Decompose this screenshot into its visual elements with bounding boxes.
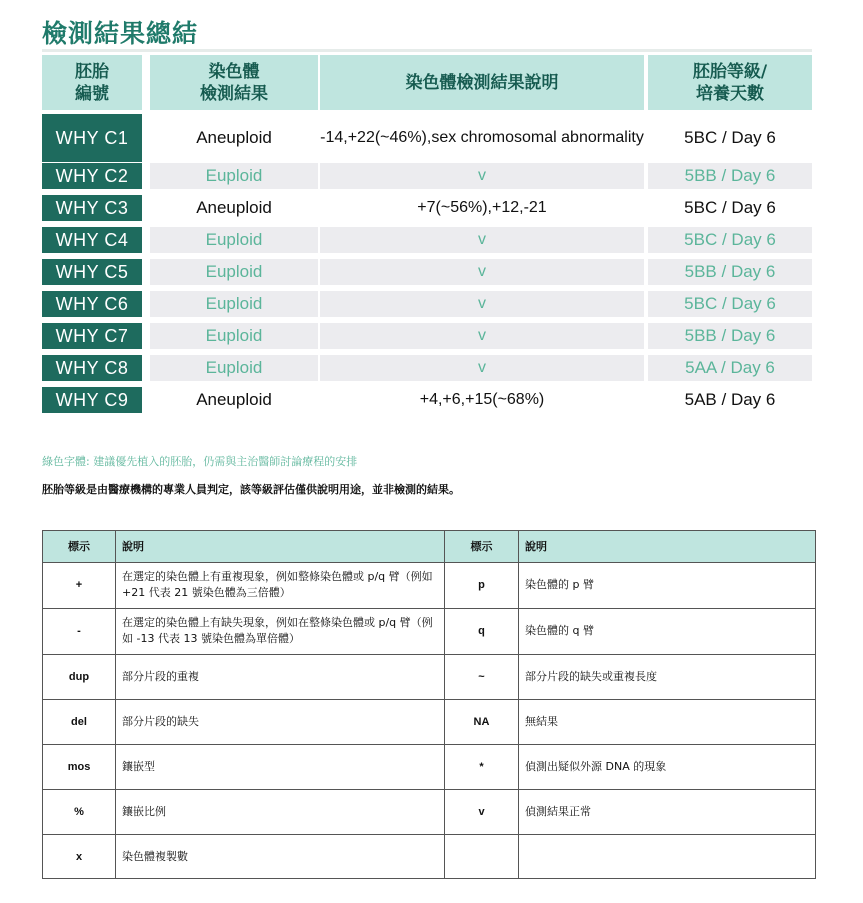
embryo-id-cell: WHY C4 (42, 227, 142, 253)
legend-symbol: x (75, 850, 83, 863)
legend-symbol: - (77, 625, 81, 637)
legend-description: 染色體的 q 臂 (525, 624, 594, 637)
grade-cell: 5BC / Day 6 (684, 198, 776, 217)
legend-symbol: del (71, 715, 87, 728)
grade-disclaimer: 胚胎等級是由醫療機構的專業人員判定，該等級評估僅供說明用途，並非檢測的結果。 (42, 483, 460, 496)
legend-symbol: NA (473, 715, 490, 728)
grade-cell: 5BC / Day 6 (648, 227, 812, 253)
legend-symbol: + (75, 579, 83, 591)
result-cell: Euploid (150, 163, 318, 189)
legend-description: 部分片段的重複 (122, 669, 199, 683)
result-cell: Euploid (150, 291, 318, 317)
description-cell: v (320, 163, 644, 189)
grade-cell: 5BC / Day 6 (648, 291, 812, 317)
legend-description: 染色體複製數 (122, 849, 188, 863)
grade-cell: 5BB / Day 6 (648, 163, 812, 189)
result-cell: Euploid (150, 259, 318, 285)
result-cell: Euploid (150, 227, 318, 253)
embryo-id-cell: WHY C2 (42, 163, 142, 189)
embryo-id-cell: WHY C5 (42, 259, 142, 285)
grade-cell: 5AA / Day 6 (648, 355, 812, 381)
description-cell: v (320, 259, 644, 285)
header-grade: 胚胎等級/ 培養天數 (648, 55, 812, 110)
result-cell: Aneuploid (196, 390, 272, 409)
legend-description (519, 834, 815, 879)
legend-description: 鑲嵌型 (122, 759, 155, 773)
legend-symbol: * (479, 760, 484, 773)
embryo-id-cell: WHY C9 (42, 387, 142, 413)
legend-description: 在選定的染色體上有缺失現象，例如在整條染色體或 p/q 臂（例如 -13 代表 13 號染色體為單倍體） (122, 616, 433, 645)
legend-symbol (445, 834, 518, 879)
legend-description: 部分片段的缺失 (122, 714, 199, 728)
result-cell: Euploid (150, 355, 318, 381)
legend-symbol: p (478, 579, 485, 591)
result-row (42, 227, 812, 253)
page-title: 檢測結果總結 (42, 19, 199, 48)
description-cell: +4,+6,+15(~68%) (419, 391, 545, 408)
result-cell: Euploid (150, 323, 318, 349)
description-cell: v (320, 227, 644, 253)
embryo-id-cell: WHY C1 (42, 114, 142, 162)
result-row (42, 259, 812, 285)
result-row (42, 163, 812, 189)
header-result: 染色體 檢測結果 (150, 55, 318, 110)
grade-cell: 5BC / Day 6 (684, 128, 776, 147)
description-cell: v (320, 323, 644, 349)
result-cell: Aneuploid (196, 198, 272, 217)
legend-description: 鑲嵌比例 (122, 804, 166, 818)
legend-description: 偵測結果正常 (525, 804, 591, 818)
green-font-note: 綠色字體: 建議優先植入的胚胎，仍需與主治醫師討論療程的安排 (42, 455, 358, 468)
embryo-id-cell: WHY C3 (42, 195, 142, 221)
legend-symbol: q (478, 625, 485, 637)
legend-description: 偵測出疑似外源 DNA 的現象 (525, 759, 667, 773)
description-cell: -14,+22(~46%),sex chromosomal abnormality (320, 129, 644, 146)
result-row (42, 387, 812, 413)
legend-symbol: v (478, 805, 485, 818)
legend-header-description: 說明 (525, 539, 547, 553)
result-row (42, 114, 812, 162)
embryo-id-cell: WHY C7 (42, 323, 142, 349)
legend-symbol: mos (67, 760, 91, 773)
title-divider (42, 49, 812, 52)
grade-cell: 5BB / Day 6 (648, 323, 812, 349)
header-embryo-id: 胚胎 編號 (42, 55, 142, 110)
result-row (42, 195, 812, 221)
embryo-id-cell: WHY C6 (42, 291, 142, 317)
legend-table (42, 530, 816, 879)
legend-description: 無結果 (525, 714, 558, 728)
description-cell: v (320, 291, 644, 317)
description-cell: v (320, 355, 644, 381)
result-cell: Aneuploid (196, 128, 272, 147)
grade-cell: 5AB / Day 6 (684, 390, 776, 409)
header-description: 染色體檢測結果說明 (320, 55, 644, 110)
result-row (42, 323, 812, 349)
legend-header-symbol: 標示 (470, 540, 493, 553)
legend-description: 在選定的染色體上有重複現象，例如整條染色體或 p/q 臂（例如 +21 代表 21 號染色體為三倍體） (122, 570, 433, 599)
description-cell: +7(~56%),+12,-21 (417, 199, 547, 216)
result-row (42, 355, 812, 381)
legend-header-description: 說明 (122, 539, 144, 553)
legend-header-symbol: 標示 (68, 540, 90, 553)
legend-symbol: dup (68, 670, 90, 683)
grade-cell: 5BB / Day 6 (648, 259, 812, 285)
legend-description: 染色體的 p 臂 (525, 578, 594, 591)
legend-symbol: ~ (478, 670, 485, 683)
legend-description: 部分片段的缺失或重複長度 (525, 669, 657, 683)
result-row (42, 291, 812, 317)
embryo-id-cell: WHY C8 (42, 355, 142, 381)
legend-symbol: % (74, 805, 84, 818)
